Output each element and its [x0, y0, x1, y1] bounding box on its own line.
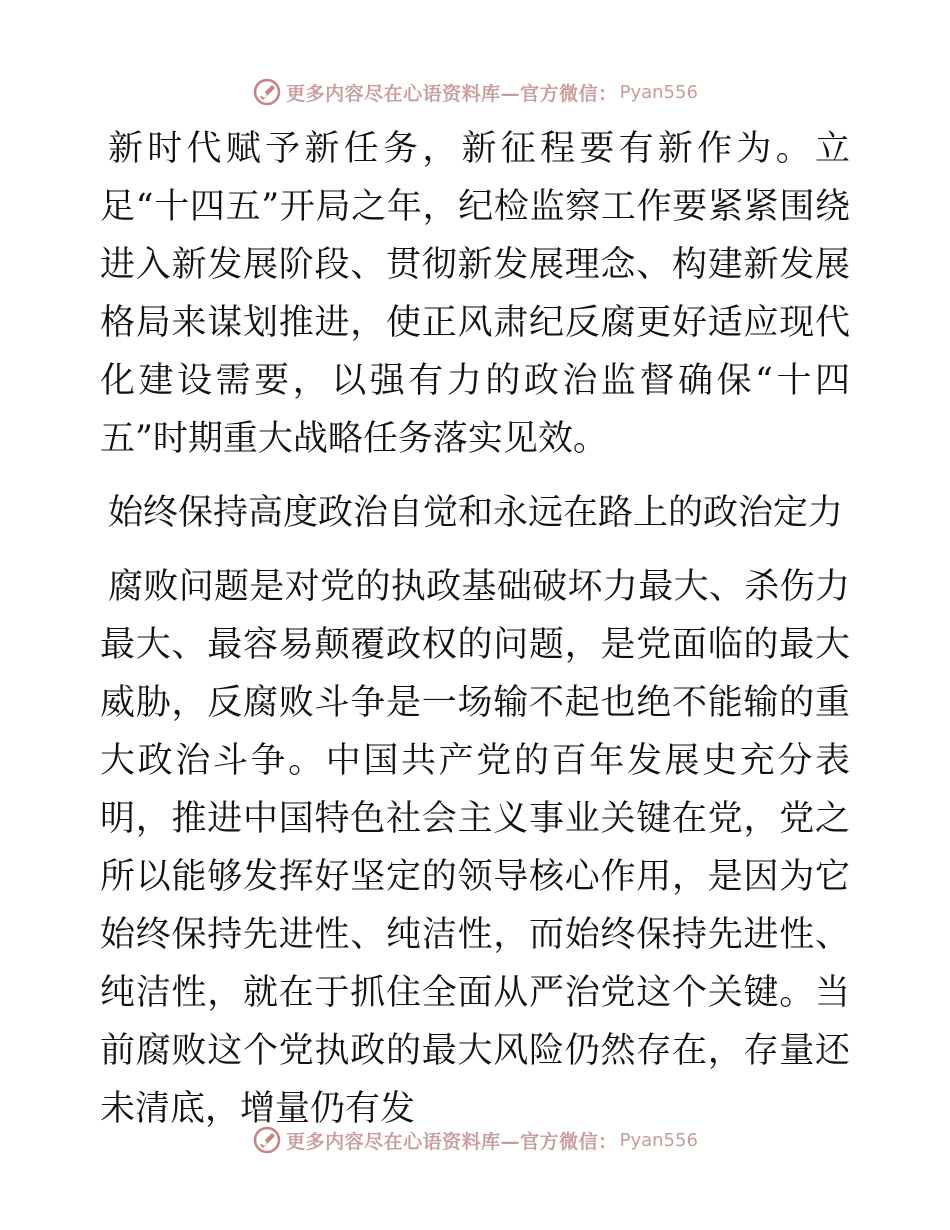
- paragraph-corruption: 腐败问题是对党的执政基础破坏力最大、杀伤力最大、最容易颠覆政权的问题，是党面临的最大威胁，反腐败斗争是一场输不起也绝不能输的重大政治斗争。中国共产党的百年发展史充分表明，推进中国特色社会主义事业关键在党，党之所以能够发挥好坚定的领导核心作用，是因为它始终保持先进性、纯洁性，而始终保持先进性、纯洁性，就在于抓住全面从严治党这个关键。当前腐败这个党执政的最大风险仍然存在，存量还未清底，增量仍有发: [100, 567, 850, 1129]
- brand-logo-icon: [252, 1125, 282, 1155]
- watermark-text: 更多内容尽在心语资料库—官方微信：: [286, 1130, 618, 1153]
- watermark-handle: Pyan556: [619, 1129, 698, 1151]
- document-body: [100, 120, 850, 1138]
- header-watermark: [0, 72, 950, 112]
- footer-watermark: [0, 1120, 950, 1160]
- section-heading: 始终保持高度政治自觉和永远在路上的政治定力: [108, 493, 844, 533]
- paragraph-intro: 新时代赋予新任务，新征程要有新作为。立足“十四五”开局之年，纪检监察工作要紧紧围绕进入新发展阶段、贯彻新发展理念、构建新发展格局来谋划推进，使正风肃纪反腐更好适应现代化建设需要，以强有力的政治监督确保“十四五”时期重大战略任务落实见效。: [100, 129, 850, 459]
- brand-logo-icon: [252, 77, 282, 107]
- watermark-handle: Pyan556: [619, 81, 698, 103]
- watermark-text: 更多内容尽在心语资料库—官方微信：: [286, 82, 618, 105]
